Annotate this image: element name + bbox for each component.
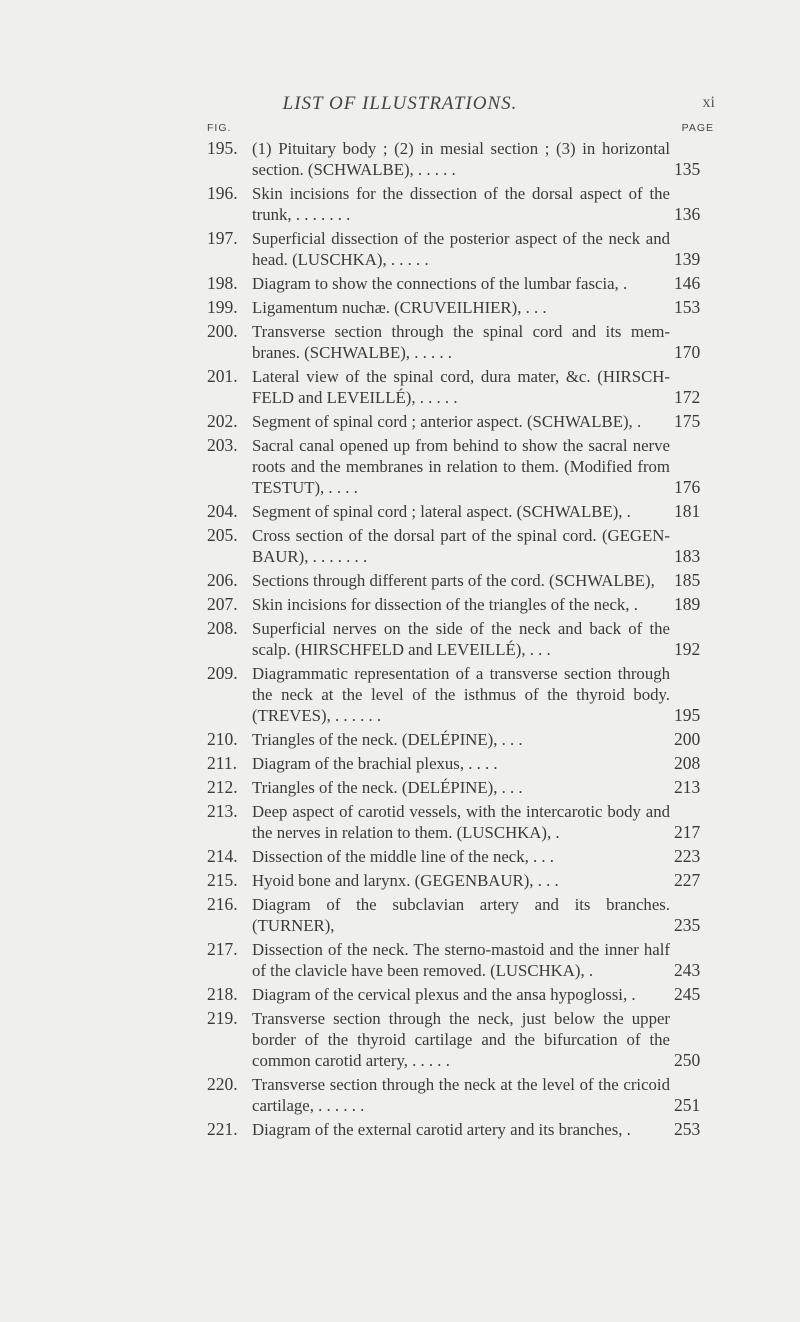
page-reference: 183 — [674, 546, 701, 566]
figure-number: 217. — [207, 939, 238, 959]
figure-number: 195. — [207, 138, 238, 158]
list-item — [207, 273, 714, 294]
page-reference: 175 — [674, 411, 701, 431]
figure-number: 214. — [207, 846, 238, 866]
figure-caption: Diagram of the subclavian artery and its branches. (TURNER), — [252, 895, 670, 935]
figure-caption: Dissection of the middle line of the neck, . . . — [252, 847, 554, 866]
page-reference: 223 — [674, 846, 701, 866]
figure-number: 218. — [207, 984, 238, 1004]
figure-caption: Diagrammatic representation of a transverse section through the neck at the level of the isthmus of the thyroid body. (TREVES), . . . . . . — [252, 664, 670, 725]
figure-caption: Deep aspect of carotid vessels, with the intercarotic body and the nerves in relation to them. (LUSCHKA), . — [252, 802, 670, 842]
figure-caption: Transverse section through the neck at the level of the cricoid cartilage, . . . . . . — [252, 1075, 670, 1115]
figure-caption: Diagram to show the connections of the lumbar fascia, . — [252, 274, 628, 293]
figure-caption: Transverse section through the spinal cord and its mem-branes. (SCHWALBE), . . . . . — [252, 322, 670, 362]
figure-number: 219. — [207, 1008, 238, 1028]
figure-caption: Cross section of the dorsal part of the spinal cord. (GEGEN-BAUR), . . . . . . . — [252, 526, 670, 566]
list-item — [207, 894, 714, 936]
figure-caption: Triangles of the neck. (DELÉPINE), . . . — [252, 730, 523, 749]
figure-number: 210. — [207, 729, 238, 749]
list-item — [207, 366, 714, 408]
running-head — [0, 93, 800, 117]
page-reference: 176 — [674, 477, 701, 497]
page-reference: 251 — [674, 1095, 701, 1115]
page-reference: 227 — [674, 870, 701, 890]
figure-caption: Sacral canal opened up from behind to show the sacral nerve roots and the membranes in relation to them. (Modified from TESTUT), . . . . — [252, 436, 670, 497]
page-reference: 139 — [674, 249, 701, 269]
figure-number: 200. — [207, 321, 238, 341]
figure-caption: Dissection of the neck. The sterno-mastoid and the inner half of the clavicle have been removed. (LUSCHKA), . — [252, 940, 670, 980]
list-item — [207, 297, 714, 318]
figure-number: 220. — [207, 1074, 238, 1094]
page-reference: 189 — [674, 594, 701, 614]
page-reference: 208 — [674, 753, 701, 773]
page-reference: 200 — [674, 729, 701, 749]
list-item — [207, 138, 714, 180]
list-item — [207, 1119, 714, 1140]
figure-number: 203. — [207, 435, 238, 455]
illustration-list — [207, 138, 714, 1143]
page-reference: 170 — [674, 342, 701, 362]
figure-caption: Superficial dissection of the posterior aspect of the neck and head. (LUSCHKA), . . . . . — [252, 229, 670, 269]
list-item — [207, 321, 714, 363]
list-item — [207, 525, 714, 567]
page-number: xi — [702, 94, 715, 111]
running-title: LIST OF ILLUSTRATIONS. — [282, 93, 518, 114]
figure-caption: Segment of spinal cord ; lateral aspect. (SCHWALBE), . — [252, 502, 631, 521]
list-item — [207, 1008, 714, 1071]
figure-number: 205. — [207, 525, 238, 545]
list-item — [207, 228, 714, 270]
list-item — [207, 984, 714, 1005]
page-reference: 146 — [674, 273, 701, 293]
list-item — [207, 777, 714, 798]
figure-caption: Skin incisions for the dissection of the dorsal aspect of the trunk, . . . . . . . — [252, 184, 670, 224]
figure-number: 207. — [207, 594, 238, 614]
figure-number: 213. — [207, 801, 238, 821]
list-item — [207, 870, 714, 891]
figure-number: 215. — [207, 870, 238, 890]
figure-number: 199. — [207, 297, 238, 317]
list-item — [207, 435, 714, 498]
figure-caption: Transverse section through the neck, just below the upper border of the thyroid cartilage and the bifurcation of the common carotid artery, . . . . . — [252, 1009, 670, 1070]
figure-number: 198. — [207, 273, 238, 293]
page-reference: 153 — [674, 297, 701, 317]
figure-caption: Sections through different parts of the cord. (SCHWALBE), — [252, 571, 655, 590]
figure-number: 204. — [207, 501, 238, 521]
list-item — [207, 663, 714, 726]
figure-number: 209. — [207, 663, 238, 683]
figure-number: 201. — [207, 366, 238, 386]
page-column-label: PAGE — [681, 122, 714, 134]
page-reference: 192 — [674, 639, 701, 659]
figure-caption: Triangles of the neck. (DELÉPINE), . . . — [252, 778, 523, 797]
page-reference: 181 — [674, 501, 701, 521]
page-reference: 172 — [674, 387, 701, 407]
figure-number: 211. — [207, 753, 237, 773]
figure-caption: Segment of spinal cord ; anterior aspect. (SCHWALBE), . — [252, 412, 642, 431]
figure-caption: Diagram of the external carotid artery and its branches, . — [252, 1120, 631, 1139]
page-reference: 213 — [674, 777, 701, 797]
list-item — [207, 846, 714, 867]
figure-caption: Ligamentum nuchæ. (CRUVEILHIER), . . . — [252, 298, 547, 317]
figure-number: 197. — [207, 228, 238, 248]
list-item — [207, 183, 714, 225]
list-item — [207, 801, 714, 843]
figure-number: 202. — [207, 411, 238, 431]
figure-caption: (1) Pituitary body ; (2) in mesial section ; (3) in horizontal section. (SCHWALBE), . . . . . — [252, 139, 670, 179]
list-item — [207, 729, 714, 750]
figure-caption: Skin incisions for dissection of the triangles of the neck, . — [252, 595, 638, 614]
figure-caption: Lateral view of the spinal cord, dura mater, &c. (HIRSCH-FELD and LEVEILLÉ), . . . . . — [252, 367, 670, 407]
figure-number: 206. — [207, 570, 238, 590]
page-reference: 217 — [674, 822, 701, 842]
figure-number: 212. — [207, 777, 238, 797]
page-reference: 250 — [674, 1050, 701, 1070]
figure-number: 196. — [207, 183, 238, 203]
page-reference: 243 — [674, 960, 701, 980]
page-reference: 235 — [674, 915, 701, 935]
page-reference: 185 — [674, 570, 701, 590]
figure-number: 208. — [207, 618, 238, 638]
figure-caption: Hyoid bone and larynx. (GEGENBAUR), . . . — [252, 871, 559, 890]
list-item — [207, 939, 714, 981]
fig-column-label: FIG. — [207, 122, 232, 134]
list-item — [207, 753, 714, 774]
figure-number: 221. — [207, 1119, 238, 1139]
figure-number: 216. — [207, 894, 238, 914]
page-reference: 135 — [674, 159, 701, 179]
page-reference: 195 — [674, 705, 701, 725]
list-item — [207, 618, 714, 660]
page-reference: 253 — [674, 1119, 701, 1139]
figure-caption: Superficial nerves on the side of the neck and back of the scalp. (HIRSCHFELD and LEVEILLÉ), . . . — [252, 619, 670, 659]
list-item — [207, 594, 714, 615]
list-item — [207, 411, 714, 432]
page-reference: 136 — [674, 204, 701, 224]
figure-caption: Diagram of the cervical plexus and the ansa hypoglossi, . — [252, 985, 636, 1004]
list-item — [207, 1074, 714, 1116]
list-item — [207, 570, 714, 591]
list-item — [207, 501, 714, 522]
figure-caption: Diagram of the brachial plexus, . . . . — [252, 754, 498, 773]
page-reference: 245 — [674, 984, 701, 1004]
